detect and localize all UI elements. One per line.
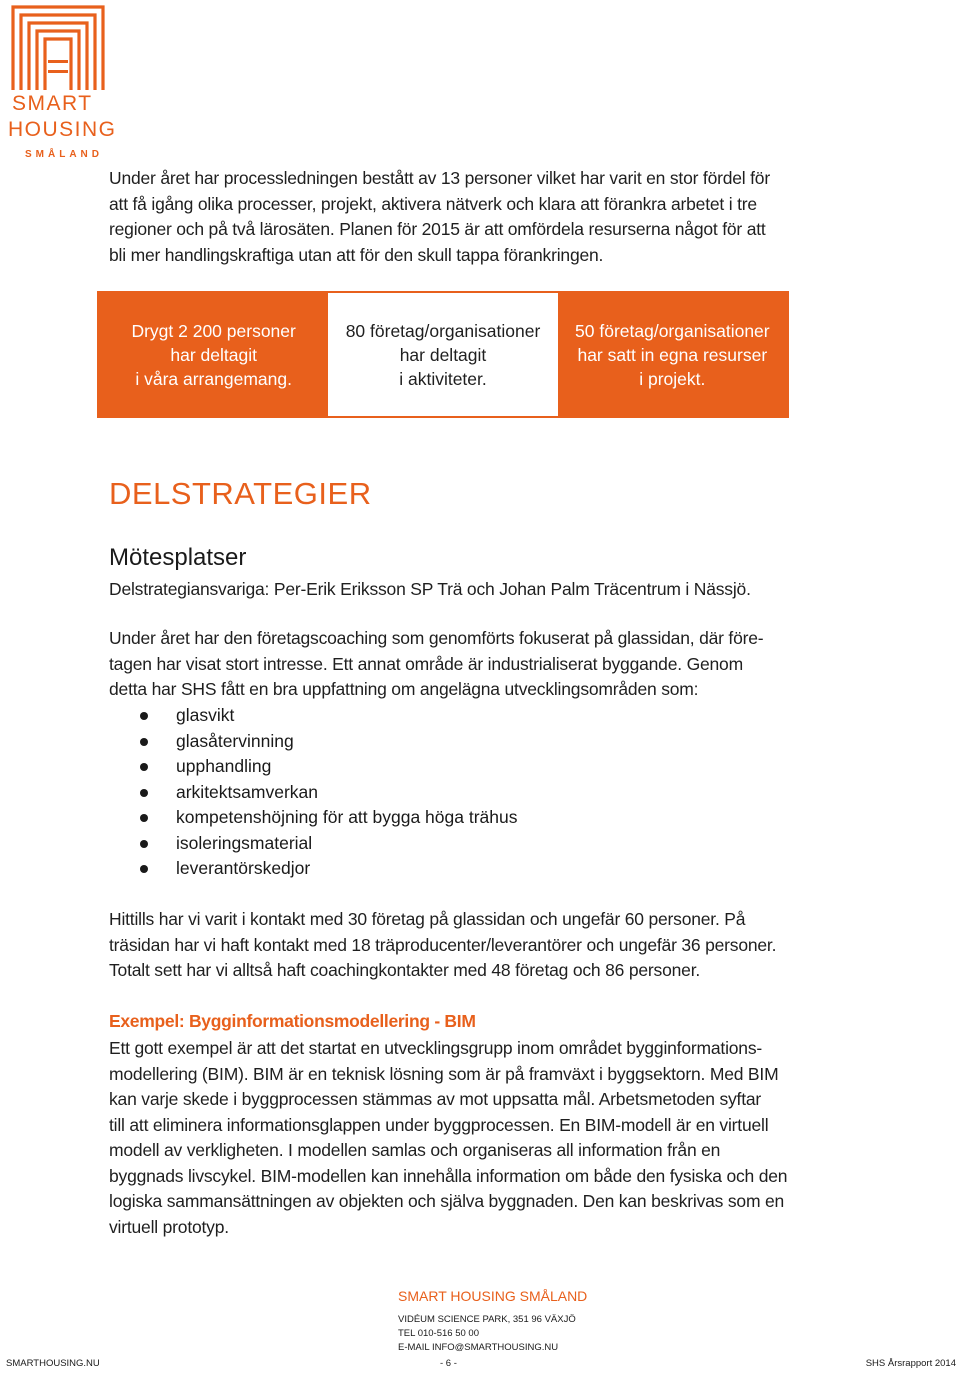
footer-phone: TEL 010-516 50 00 — [398, 1328, 479, 1339]
text-line: modellering (BIM). BIM är en teknisk lösning som är på framväxt i byggsektorn. Med BIM — [109, 1063, 779, 1084]
section-heading: DELSTRATEGIER — [109, 476, 372, 511]
list-item — [140, 703, 517, 729]
list-item — [140, 856, 517, 882]
text-line: Delstrategiansvariga: Per-Erik Eriksson SP Trä och Johan Palm Träcentrum i Nässjö. — [109, 579, 751, 599]
text-line: att få igång olika processer, projekt, aktivera nätverk och klara att förankra arbetet i tre — [109, 193, 757, 214]
text-line: kan varje skede i byggprocessen stämmas av mot uppsatta mål. Arbetsmetoden syftar — [109, 1089, 762, 1109]
footer-website-link[interactable]: SMARTHOUSING.NU — [6, 1358, 100, 1369]
stat-box-resources — [558, 293, 787, 416]
text-line: Ett gott exempel är att det startat en utvecklingsgrupp inom området bygginformations- — [109, 1038, 763, 1058]
stat-line: 50 företag/organisationer — [575, 320, 770, 341]
stat-line: har deltagit — [170, 344, 257, 365]
list-item — [140, 729, 517, 755]
list-item-label: arkitektsamverkan — [176, 781, 318, 802]
footer-report-title: SHS Årsrapport 2014 — [865, 1358, 956, 1369]
logo-text-smart: SMART — [12, 92, 93, 115]
bullet-icon — [140, 763, 148, 771]
footer-org-name: SMART HOUSING SMÅLAND — [398, 1288, 588, 1304]
text-line: träsidan har vi haft kontakt med 18 träproducenter/leverantörer och ungefär 36 personer. — [109, 934, 777, 955]
text-line: virtuell prototyp. — [109, 1216, 229, 1237]
text-line: bli mer handlingskraftiga utan att för den skull tappa förankringen. — [109, 244, 604, 265]
development-areas-list — [140, 703, 517, 882]
smart-housing-logo — [6, 4, 117, 164]
stat-line: 80 företag/organisationer — [345, 320, 541, 341]
stat-line: har deltagit — [399, 344, 487, 365]
footer-address: VIDÉUM SCIENCE PARK, 351 96 VÄXJÖ — [398, 1314, 576, 1325]
stat-line: Drygt 2 200 personer — [131, 320, 296, 341]
text-line: modell av verkligheten. I modellen samlas och organiseras all information från en — [109, 1140, 721, 1160]
text-line: tagen har visat stort intresse. Ett annat område är industrialiserat byggande. Genom — [109, 653, 743, 674]
contacts-paragraph — [109, 907, 789, 984]
bullet-icon — [140, 789, 148, 797]
stat-box-companies — [328, 293, 557, 416]
stat-line: i aktiviteter. — [399, 368, 487, 389]
stats-panel — [97, 291, 789, 418]
text-line: byggnads livscykel. BIM-modellen kan innehålla information om både den fysiska och den — [109, 1165, 788, 1186]
list-item-label: leverantörskedjor — [176, 858, 311, 878]
logo-text-smaland: SMÅLAND — [25, 149, 103, 160]
logo-text-housing: HOUSING — [8, 118, 117, 141]
stat-line: har satt in egna resurser — [577, 344, 768, 365]
text-line: Hittills har vi varit i kontakt med 30 företag på glassidan och ungefär 60 personer. På — [109, 909, 746, 929]
example-paragraph — [109, 1036, 789, 1240]
coaching-paragraph — [109, 626, 789, 703]
text-line: Totalt sett har vi alltså haft coachingkontakter med 48 företag och 86 personer. — [109, 960, 701, 980]
list-item — [140, 780, 517, 806]
footer-email: E-MAIL INFO@SMARTHOUSING.NU — [398, 1342, 559, 1353]
section-subheading: Mötesplatser — [109, 544, 247, 571]
bullet-icon — [140, 738, 148, 746]
stat-box-participants — [99, 293, 328, 416]
list-item-label: kompetenshöjning för att bygga höga trähus — [176, 807, 518, 827]
intro-paragraph — [109, 166, 789, 268]
text-line: till att eliminera informationsglappen under byggprocessen. En BIM-modell är en virtuell — [109, 1114, 769, 1135]
list-item — [140, 754, 517, 780]
example-title: Exempel: Bygginformationsmodellering - BIM — [109, 1011, 476, 1031]
bullet-icon — [140, 840, 148, 848]
list-item-label: glasvikt — [176, 705, 235, 725]
footer-page-number: - 6 - — [440, 1358, 457, 1369]
responsible-line — [109, 577, 789, 603]
text-line: Under året har processledningen bestått av 13 personer vilket har varit en stor fördel för — [109, 168, 770, 188]
stat-line: i projekt. — [639, 368, 706, 389]
logo-mark-icon — [10, 4, 106, 92]
text-line: regioner och på två lärosäten. Planen för 2015 är att omfördela resurserna något för att — [109, 219, 766, 239]
text-line: logiska sammansättningen av objekten och själva byggnaden. Den kan beskrivas som en — [109, 1191, 785, 1211]
bullet-icon — [140, 814, 148, 822]
text-line: Under året har den företagscoaching som genomförts fokuserat på glassidan, där före- — [109, 628, 764, 648]
list-item — [140, 805, 517, 831]
stat-line: i våra arrangemang. — [135, 368, 292, 389]
list-item-label: upphandling — [176, 756, 272, 776]
bullet-icon — [140, 712, 148, 720]
text-line: detta har SHS fått en bra uppfattning om angelägna utvecklingsområden som: — [109, 679, 699, 699]
bullet-icon — [140, 865, 148, 873]
list-item — [140, 831, 517, 857]
list-item-label: isoleringsmaterial — [176, 832, 313, 853]
list-item-label: glasåtervinning — [176, 730, 294, 751]
